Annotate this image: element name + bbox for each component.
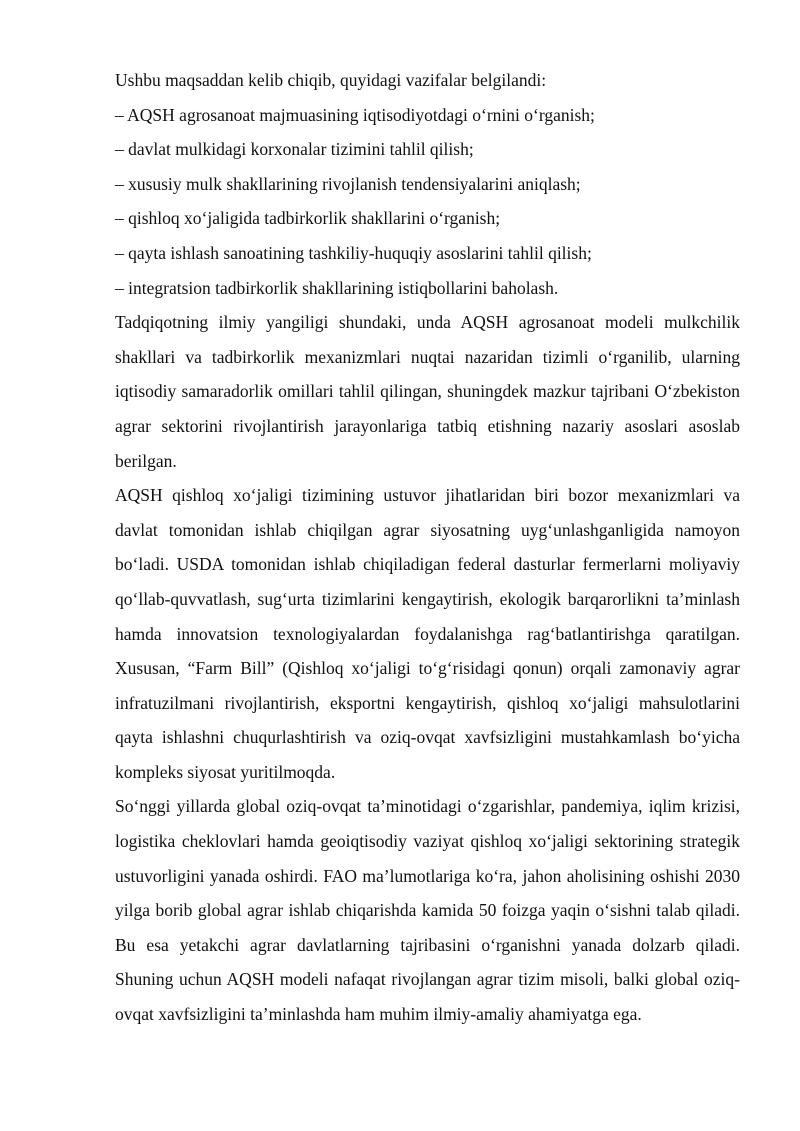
document-body: [115, 63, 740, 1032]
intro-line: Ushbu maqsaddan kelib chiqib, quyidagi vazifalar belgilandi:: [115, 70, 547, 90]
task-item: – qayta ishlash sanoatining tashkiliy-huquqiy asoslarini tahlil qilish;: [115, 242, 592, 263]
task-item: – AQSH agrosanoat majmuasining iqtisodiyotdagi o‘rnini o‘rganish;: [115, 104, 595, 125]
paragraph-us-agriculture: AQSH qishloq xo‘jaligi tizimining ustuvor jihatlaridan biri bozor mexanizmlari va davlat tomonidan ishlab chiqilgan agrar siyosatning uyg‘unlashganligida namoyon bo‘ladi. USDA tomonidan ishlab chiqiladigan federal dasturlar fermerlarni moliyaviy qo‘llab-quvvatlash, sug‘urta tizimlarini kengaytirish, ekologik barqarorlikni ta’minlash hamda innovatsion texnologiyalardan foydalanishga rag‘batlantirishga qaratilgan. Xususan, “Farm Bill” (Qishloq xo‘jaligi to‘g‘risidagi qonun) orqali zamonaviy agrar infratuzilmani rivojlantirish, eksportni kengaytirish, qishloq xo‘jaligi mahsulotlarini qayta ishlashni chuqurlashtirish va oziq-ovqat xavfsizligini mustahkamlash bo‘yicha kompleks siyosat yuritilmoqda.: [115, 485, 740, 782]
paragraph-novelty: Tadqiqotning ilmiy yangiligi shundaki, unda AQSH agrosanoat modeli mulkchilik shakllari va tadbirkorlik mexanizmlari nuqtai nazaridan tizimli o‘rganilib, ularning iqtisodiy samaradorlik omillari tahlil qilingan, shuningdek mazkur tajribani O‘zbekiston agrar sektorini rivojlantirish jarayonlariga tatbiq etishning nazariy asoslari asoslab berilgan.: [115, 312, 740, 471]
task-item: – xususiy mulk shakllarining rivojlanish tendensiyalarini aniqlash;: [115, 173, 581, 194]
task-item: – integratsion tadbirkorlik shakllarining istiqbollarini baholash.: [115, 277, 559, 298]
task-item: – qishloq xo‘jaligida tadbirkorlik shakllarini o‘rganish;: [115, 208, 501, 229]
paragraph-global-food: So‘nggi yillarda global oziq-ovqat ta’minotidagi o‘zgarishlar, pandemiya, iqlim krizisi, logistika cheklovlari hamda geoiqtisodiy vaziyat qishloq xo‘jaligi sektorining strategik ustuvorligini yanada oshirdi. FAO ma’lumotlariga ko‘ra, jahon aholisining oshishi 2030 yilga borib global agrar ishlab chiqarishda kamida 50 foizga yaqin o‘sishni talab qiladi. Bu esa yetakchi agrar davlatlarning tajribasini o‘rganishni yanada dolzarb qiladi. Shuning uchun AQSH modeli nafaqat rivojlangan agrar tizim misoli, balki global oziq-ovqat xavfsizligini ta’minlashda ham muhim ilmiy-amaliy ahamiyatga ega.: [115, 796, 740, 1025]
task-item: – davlat mulkidagi korxonalar tizimini tahlil qilish;: [115, 139, 474, 160]
